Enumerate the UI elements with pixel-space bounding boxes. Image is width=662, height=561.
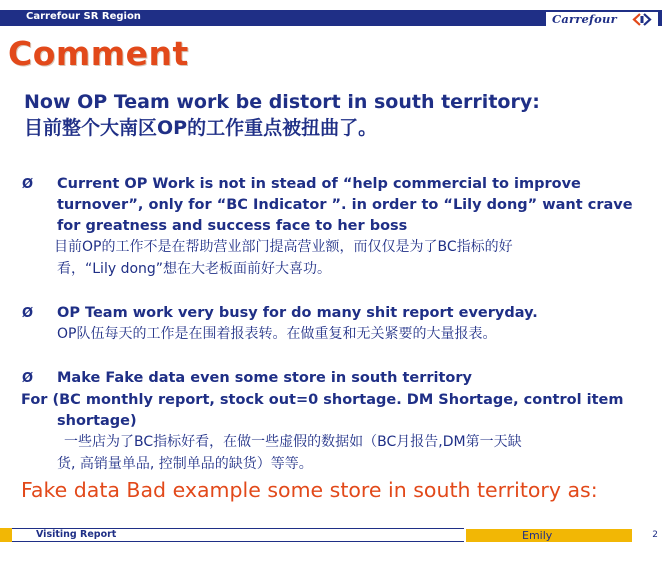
bullet-3-cn-line-2: 货, 高销量单品, 控制单品的缺货）等等。: [57, 456, 313, 472]
bullet-3-en-line-2: For (BC monthly report, stock out=0 shortage. DM Shortage, control item: [21, 392, 624, 408]
footer-bar: [0, 528, 662, 542]
bullet-3-cn-line-1: 一些店为了BC指标好看，在做一些虚假的数据如（BC月报告,DM第一天缺: [64, 434, 522, 450]
footer-gold-tab: [0, 528, 12, 542]
logo-text: Carrefour: [552, 12, 617, 26]
page-title: Comment: [8, 34, 189, 73]
bullet-1-cn-line-2: 看，“Lily dong”想在大老板面前好大喜功。: [57, 261, 332, 277]
footer-author-box: [466, 529, 632, 542]
bullet-1-en-line-3: for greatness and success face to her boss: [57, 218, 408, 234]
bullet-2-en-line-1: OP Team work very busy for do many shit report everyday.: [57, 305, 538, 321]
bullet-2-cn-line-1: OP队伍每天的工作是在围着报表转。在做重复和无关紧要的大量报表。: [57, 326, 497, 342]
bullet-arrow-icon: Ø: [22, 177, 34, 192]
bullet-1-en-line-1: Current OP Work is not in stead of “help commercial to improve: [57, 176, 581, 192]
bullet-1-cn-line-1: 目前OP的工作不是在帮助营业部门提高营业额，而仅仅是为了BC指标的好: [54, 239, 513, 255]
region-label: Carrefour SR Region: [26, 11, 141, 22]
bullet-1-en-line-2: turnover”, only for “BC Indicator ”. in order to “Lily dong” want crave: [57, 197, 633, 213]
carrefour-logo: [546, 12, 658, 26]
bullet-arrow-icon: Ø: [22, 371, 34, 386]
carrefour-logo-icon: [630, 13, 654, 26]
fake-data-line: Fake data Bad example some store in south territory as:: [21, 478, 598, 502]
bullet-3-en-line-1: Make Fake data even some store in south territory: [57, 370, 472, 386]
heading-en: Now OP Team work be distort in south territory:: [24, 91, 540, 113]
bullet-3-en-line-3: shortage): [57, 413, 137, 429]
heading-cn: 目前整个大南区OP的工作重点被扭曲了。: [24, 117, 378, 139]
footer-author: Emily: [522, 529, 553, 542]
bullet-arrow-icon: Ø: [22, 306, 34, 321]
page-number: 2: [652, 530, 658, 540]
footer-label: Visiting Report: [36, 529, 117, 540]
